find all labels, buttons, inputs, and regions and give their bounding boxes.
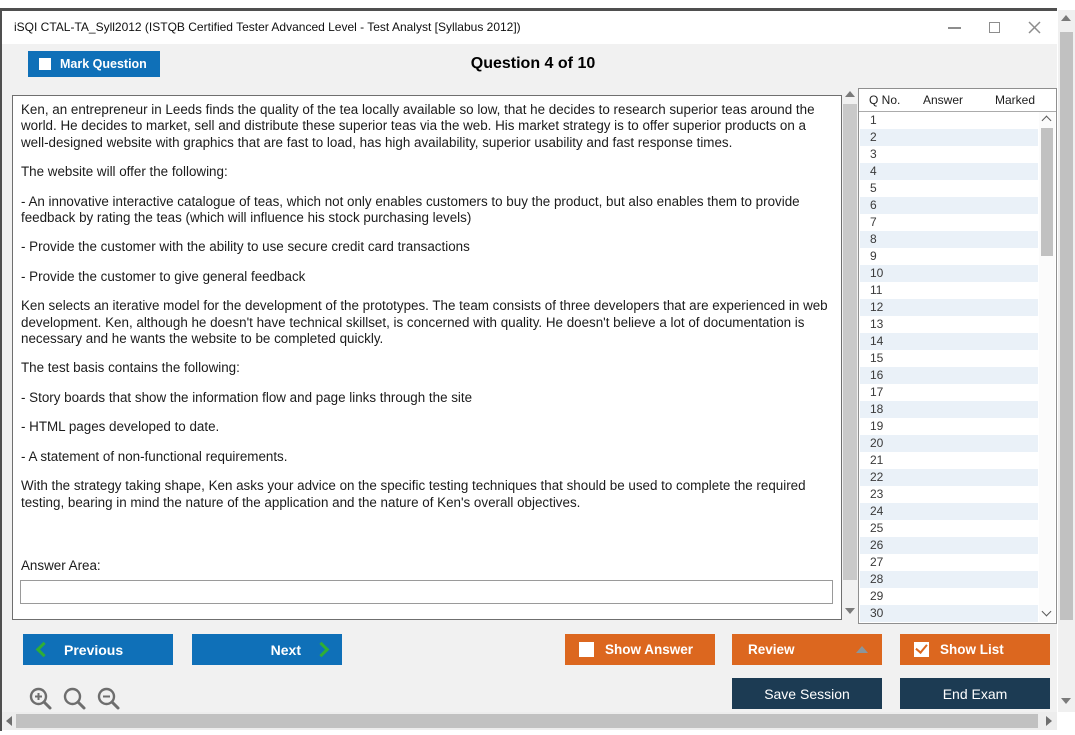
qrow-answer bbox=[918, 316, 988, 333]
next-button[interactable] bbox=[192, 634, 342, 665]
qrow-answer bbox=[918, 571, 988, 588]
mark-question-label: Mark Question bbox=[60, 57, 147, 71]
question-list-row[interactable] bbox=[860, 418, 1038, 435]
question-list-row[interactable] bbox=[860, 350, 1038, 367]
qrow-number: 6 bbox=[870, 198, 877, 212]
review-label: Review bbox=[748, 642, 795, 657]
list-scroll-down-icon[interactable] bbox=[1042, 607, 1052, 617]
qrow-number: 18 bbox=[870, 402, 884, 416]
question-list-row[interactable] bbox=[860, 469, 1038, 486]
question-list-header bbox=[859, 89, 1056, 112]
column-qno: Q No. bbox=[869, 93, 901, 107]
question-list-row[interactable] bbox=[860, 231, 1038, 248]
qrow-number: 29 bbox=[870, 589, 884, 603]
question-list-row[interactable] bbox=[860, 588, 1038, 605]
qrow-number: 4 bbox=[870, 164, 877, 178]
qrow-number: 23 bbox=[870, 487, 884, 501]
question-list-row[interactable] bbox=[860, 163, 1038, 180]
qrow-answer bbox=[918, 112, 988, 129]
qrow-answer bbox=[918, 503, 988, 520]
qrow-number: 30 bbox=[870, 606, 884, 620]
qrow-number: 16 bbox=[870, 368, 884, 382]
show-answer-label: Show Answer bbox=[605, 642, 694, 657]
column-marked: Marked bbox=[995, 93, 1036, 107]
qrow-number: 26 bbox=[870, 538, 884, 552]
question-paragraph: With the strategy taking shape, Ken asks your advice on the specific testing techniques that should be used to complete the required testing, bearing in mind the nature of the application and the nature of Ken's overall objectives. bbox=[21, 478, 806, 510]
end-exam-label: End Exam bbox=[942, 685, 1008, 702]
qrow-answer bbox=[918, 180, 988, 197]
zoom-out-button[interactable] bbox=[96, 686, 122, 712]
previous-label: Previous bbox=[64, 641, 124, 658]
qrow-number: 1 bbox=[870, 113, 877, 127]
question-list-row[interactable] bbox=[860, 520, 1038, 537]
qrow-number: 8 bbox=[870, 232, 877, 246]
review-button[interactable] bbox=[732, 634, 882, 665]
list-scroll-up-icon[interactable] bbox=[1042, 116, 1052, 126]
question-counter: Question 4 of 10 bbox=[470, 55, 596, 72]
scroll-up-icon[interactable] bbox=[845, 91, 855, 97]
window-scroll-down-icon[interactable] bbox=[1061, 698, 1071, 704]
next-label: Next bbox=[270, 641, 301, 658]
qrow-number: 25 bbox=[870, 521, 884, 535]
qrow-answer bbox=[918, 129, 988, 146]
question-list-row[interactable] bbox=[860, 384, 1038, 401]
question-list-row[interactable] bbox=[860, 333, 1038, 350]
qrow-answer bbox=[918, 214, 988, 231]
qrow-answer bbox=[918, 537, 988, 554]
mark-question-checkbox bbox=[39, 58, 51, 70]
qrow-answer bbox=[918, 146, 988, 163]
qrow-answer bbox=[918, 452, 988, 469]
qrow-number: 3 bbox=[870, 147, 877, 161]
chevron-right-icon bbox=[314, 642, 330, 658]
window-scroll-up-icon[interactable] bbox=[1061, 15, 1071, 21]
qrow-number: 21 bbox=[870, 453, 884, 467]
window-controls bbox=[947, 11, 1041, 44]
qrow-answer bbox=[918, 418, 988, 435]
question-list-row[interactable] bbox=[860, 180, 1038, 197]
question-list-row[interactable] bbox=[860, 316, 1038, 333]
qrow-answer bbox=[918, 350, 988, 367]
question-list-row[interactable] bbox=[860, 435, 1038, 452]
qrow-number: 11 bbox=[870, 283, 883, 297]
qrow-number: 14 bbox=[870, 334, 884, 348]
maximize-icon bbox=[989, 22, 1000, 33]
triangle-up-icon bbox=[856, 646, 868, 653]
question-list-row[interactable] bbox=[860, 401, 1038, 418]
show-list-button[interactable] bbox=[900, 634, 1050, 665]
question-list-row[interactable] bbox=[860, 605, 1038, 622]
answer-input[interactable] bbox=[20, 580, 833, 604]
question-list-row[interactable] bbox=[860, 265, 1038, 282]
titlebar bbox=[2, 11, 1057, 44]
question-list-row[interactable] bbox=[860, 537, 1038, 554]
question-paragraph: - An innovative interactive catalogue of teas, which not only enables customers to buy the product, but also enables them to provide feedback by rating the teas (which will influence his stock purchasing levels) bbox=[21, 193, 800, 226]
show-list-label: Show List bbox=[940, 642, 1004, 657]
qrow-answer bbox=[918, 282, 988, 299]
qrow-answer bbox=[918, 197, 988, 214]
question-paragraph: - Story boards that show the information flow and page links through the site bbox=[21, 389, 473, 405]
question-list-body bbox=[860, 112, 1055, 622]
qrow-number: 28 bbox=[870, 572, 884, 586]
qrow-answer bbox=[918, 486, 988, 503]
question-list-row[interactable] bbox=[860, 367, 1038, 384]
qrow-number: 20 bbox=[870, 436, 884, 450]
question-paragraph: - Provide the customer to give general feedback bbox=[21, 268, 306, 284]
question-scrollbar-thumb[interactable] bbox=[843, 104, 857, 580]
qrow-number: 5 bbox=[870, 181, 877, 195]
question-list-panel bbox=[858, 88, 1057, 624]
show-answer-checkbox bbox=[579, 642, 594, 657]
question-list-row[interactable] bbox=[860, 503, 1038, 520]
maximize-button[interactable] bbox=[987, 21, 1001, 35]
question-panel bbox=[12, 95, 842, 620]
question-list-row[interactable] bbox=[860, 129, 1038, 146]
vertical-scrollbar[interactable] bbox=[1058, 10, 1075, 712]
qrow-answer bbox=[918, 163, 988, 180]
qrow-answer bbox=[918, 469, 988, 486]
question-list-row[interactable] bbox=[860, 214, 1038, 231]
qrow-number: 22 bbox=[870, 470, 884, 484]
qrow-number: 19 bbox=[870, 419, 884, 433]
minimize-icon bbox=[948, 27, 961, 29]
close-icon bbox=[1028, 21, 1041, 34]
qrow-number: 10 bbox=[870, 266, 884, 280]
scroll-left-icon[interactable] bbox=[6, 716, 12, 726]
question-paragraph: - A statement of non-functional requirements. bbox=[21, 448, 288, 464]
qrow-answer bbox=[918, 299, 988, 316]
vertical-scrollbar-thumb[interactable] bbox=[1060, 32, 1073, 620]
question-list-row[interactable] bbox=[860, 486, 1038, 503]
qrow-answer bbox=[918, 231, 988, 248]
qrow-answer bbox=[918, 384, 988, 401]
scroll-down-icon[interactable] bbox=[845, 608, 855, 614]
qrow-number: 24 bbox=[870, 504, 884, 518]
close-button[interactable] bbox=[1027, 21, 1041, 35]
qrow-number: 27 bbox=[870, 555, 884, 569]
mark-question-button[interactable] bbox=[28, 51, 160, 77]
qrow-answer bbox=[918, 333, 988, 350]
column-answer: Answer bbox=[923, 93, 964, 107]
save-session-label: Save Session bbox=[764, 685, 850, 702]
qrow-answer bbox=[918, 520, 988, 537]
qrow-answer bbox=[918, 435, 988, 452]
qrow-answer bbox=[918, 588, 988, 605]
question-list-row[interactable] bbox=[860, 452, 1038, 469]
question-list-row[interactable] bbox=[860, 299, 1038, 316]
question-list-row[interactable] bbox=[860, 112, 1038, 129]
question-paragraph: The test basis contains the following: bbox=[21, 360, 240, 376]
qrow-answer bbox=[918, 265, 988, 282]
qrow-answer bbox=[918, 554, 988, 571]
question-list-scrollbar[interactable] bbox=[1039, 112, 1055, 622]
horizontal-scrollbar-thumb[interactable] bbox=[16, 714, 1038, 728]
chevron-left-icon bbox=[36, 642, 52, 658]
scroll-right-icon[interactable] bbox=[1046, 716, 1052, 726]
question-list-scrollbar-thumb[interactable] bbox=[1041, 128, 1053, 256]
save-session-button[interactable] bbox=[732, 678, 882, 709]
previous-button[interactable] bbox=[23, 634, 173, 665]
question-paragraph: Ken, an entrepreneur in Leeds finds the quality of the tea locally available so low, that he decides to research superior teas around the world. He decides to market, sell and distribute these superior teas via the web. His market strategy is to offer superior products on a well-designed website with graphics that are fast to load, has high availability, superior usability and fast response times. bbox=[21, 102, 815, 150]
qrow-number: 13 bbox=[870, 317, 884, 331]
qrow-number: 9 bbox=[870, 249, 877, 263]
zoom-in-button[interactable] bbox=[28, 686, 54, 712]
zoom-toolbar bbox=[28, 686, 122, 712]
qrow-number: 17 bbox=[870, 385, 884, 399]
question-list-row[interactable] bbox=[860, 571, 1038, 588]
answer-area-label: Answer Area: bbox=[21, 558, 101, 573]
zoom-reset-button[interactable] bbox=[62, 686, 88, 712]
minimize-button[interactable] bbox=[947, 21, 961, 35]
question-list-row[interactable] bbox=[860, 197, 1038, 214]
qrow-answer bbox=[918, 367, 988, 384]
question-paragraph: - Provide the customer with the ability to use secure credit card transactions bbox=[21, 239, 470, 255]
question-list-row[interactable] bbox=[860, 146, 1038, 163]
qrow-answer bbox=[918, 401, 988, 418]
qrow-number: 12 bbox=[870, 300, 884, 314]
question-paragraph: The website will offer the following: bbox=[21, 164, 228, 180]
qrow-answer bbox=[918, 605, 988, 622]
show-list-checkbox bbox=[914, 642, 929, 657]
question-list-row[interactable] bbox=[860, 554, 1038, 571]
question-list-row[interactable] bbox=[860, 248, 1038, 265]
question-paragraph: - HTML pages developed to date. bbox=[21, 419, 220, 435]
question-text bbox=[21, 102, 831, 524]
question-scrollbar[interactable] bbox=[842, 88, 858, 620]
question-paragraph: Ken selects an iterative model for the development of the prototypes. The team consists of three developers that are experienced in web development. Ken, although he doesn't have technical skillset, is concerned with quality. He doesn't believe a lot of documentation is necessary and he wants the website to be completed quickly. bbox=[21, 298, 828, 347]
end-exam-button[interactable] bbox=[900, 678, 1050, 709]
question-list-row[interactable] bbox=[860, 282, 1038, 299]
qrow-number: 2 bbox=[870, 130, 877, 144]
window-title: iSQI CTAL-TA_Syll2012 (ISTQB Certified Tester Advanced Level - Test Analyst [Syllabus 2012]) bbox=[14, 20, 521, 34]
show-answer-button[interactable] bbox=[565, 634, 715, 665]
qrow-number: 7 bbox=[870, 215, 877, 229]
qrow-answer bbox=[918, 248, 988, 265]
qrow-number: 15 bbox=[870, 351, 884, 365]
horizontal-scrollbar[interactable] bbox=[2, 712, 1057, 730]
